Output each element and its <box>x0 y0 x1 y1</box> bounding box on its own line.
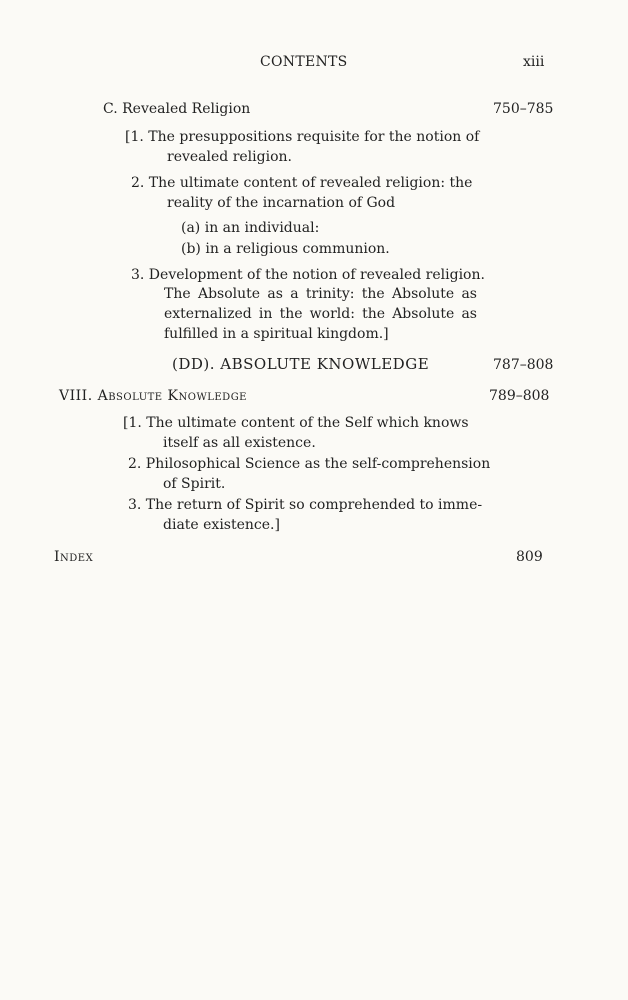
section-viii-item-3-line-2: diate existence.] <box>163 517 280 533</box>
section-viii-item-3-line-1: 3. The return of Spirit so comprehended to imme- <box>128 497 483 513</box>
section-c-item-3-line-4: fulfilled in a spiritual kingdom.] <box>164 326 389 342</box>
section-c-item-2-line-1: 2. The ultimate content of revealed religion: the <box>131 175 473 191</box>
index-label: Index <box>54 549 94 565</box>
section-c-title: C. Revealed Religion <box>103 101 251 117</box>
section-dd-heading: (DD). ABSOLUTE KNOWLEDGE <box>172 355 430 373</box>
section-c-item-3-body <box>164 284 477 324</box>
section-viii-item-2-line-1: 2. Philosophical Science as the self-comprehension <box>128 456 491 472</box>
section-c-item-3-line-2: The Absolute as a trinity: the Absolute as <box>164 286 477 302</box>
page-number: xiii <box>523 54 545 70</box>
running-header-title: CONTENTS <box>260 54 348 70</box>
section-dd-pages: 787–808 <box>493 357 554 373</box>
section-c-item-3-line-1: 3. Development of the notion of revealed religion. <box>131 267 485 283</box>
section-c-item-3-line-3: externalized in the world: the Absolute as <box>164 306 477 322</box>
section-viii-item-1-line-2: itself as all existence. <box>163 435 316 451</box>
section-c-item-2-line-2: reality of the incarnation of God <box>167 195 396 211</box>
section-viii-title <box>59 389 247 403</box>
section-viii-pages: 789–808 <box>489 388 550 404</box>
section-viii-item-2-line-2: of Spirit. <box>163 476 226 492</box>
section-c-item-1-line-2: revealed religion. <box>167 149 292 165</box>
section-viii-title-text: VIII. Absolute Knowledge <box>59 388 247 404</box>
section-c-pages: 750–785 <box>493 101 554 117</box>
section-c-item-2-subitem-b: (b) in a religious communion. <box>181 241 390 257</box>
index-pages: 809 <box>516 549 543 565</box>
section-c-item-1-line-1: [1. The presuppositions requisite for the notion of <box>125 129 480 145</box>
section-c-item-2-subitem-a: (a) in an individual: <box>181 220 320 236</box>
section-viii-item-1-line-1: [1. The ultimate content of the Self which knows <box>123 415 469 431</box>
